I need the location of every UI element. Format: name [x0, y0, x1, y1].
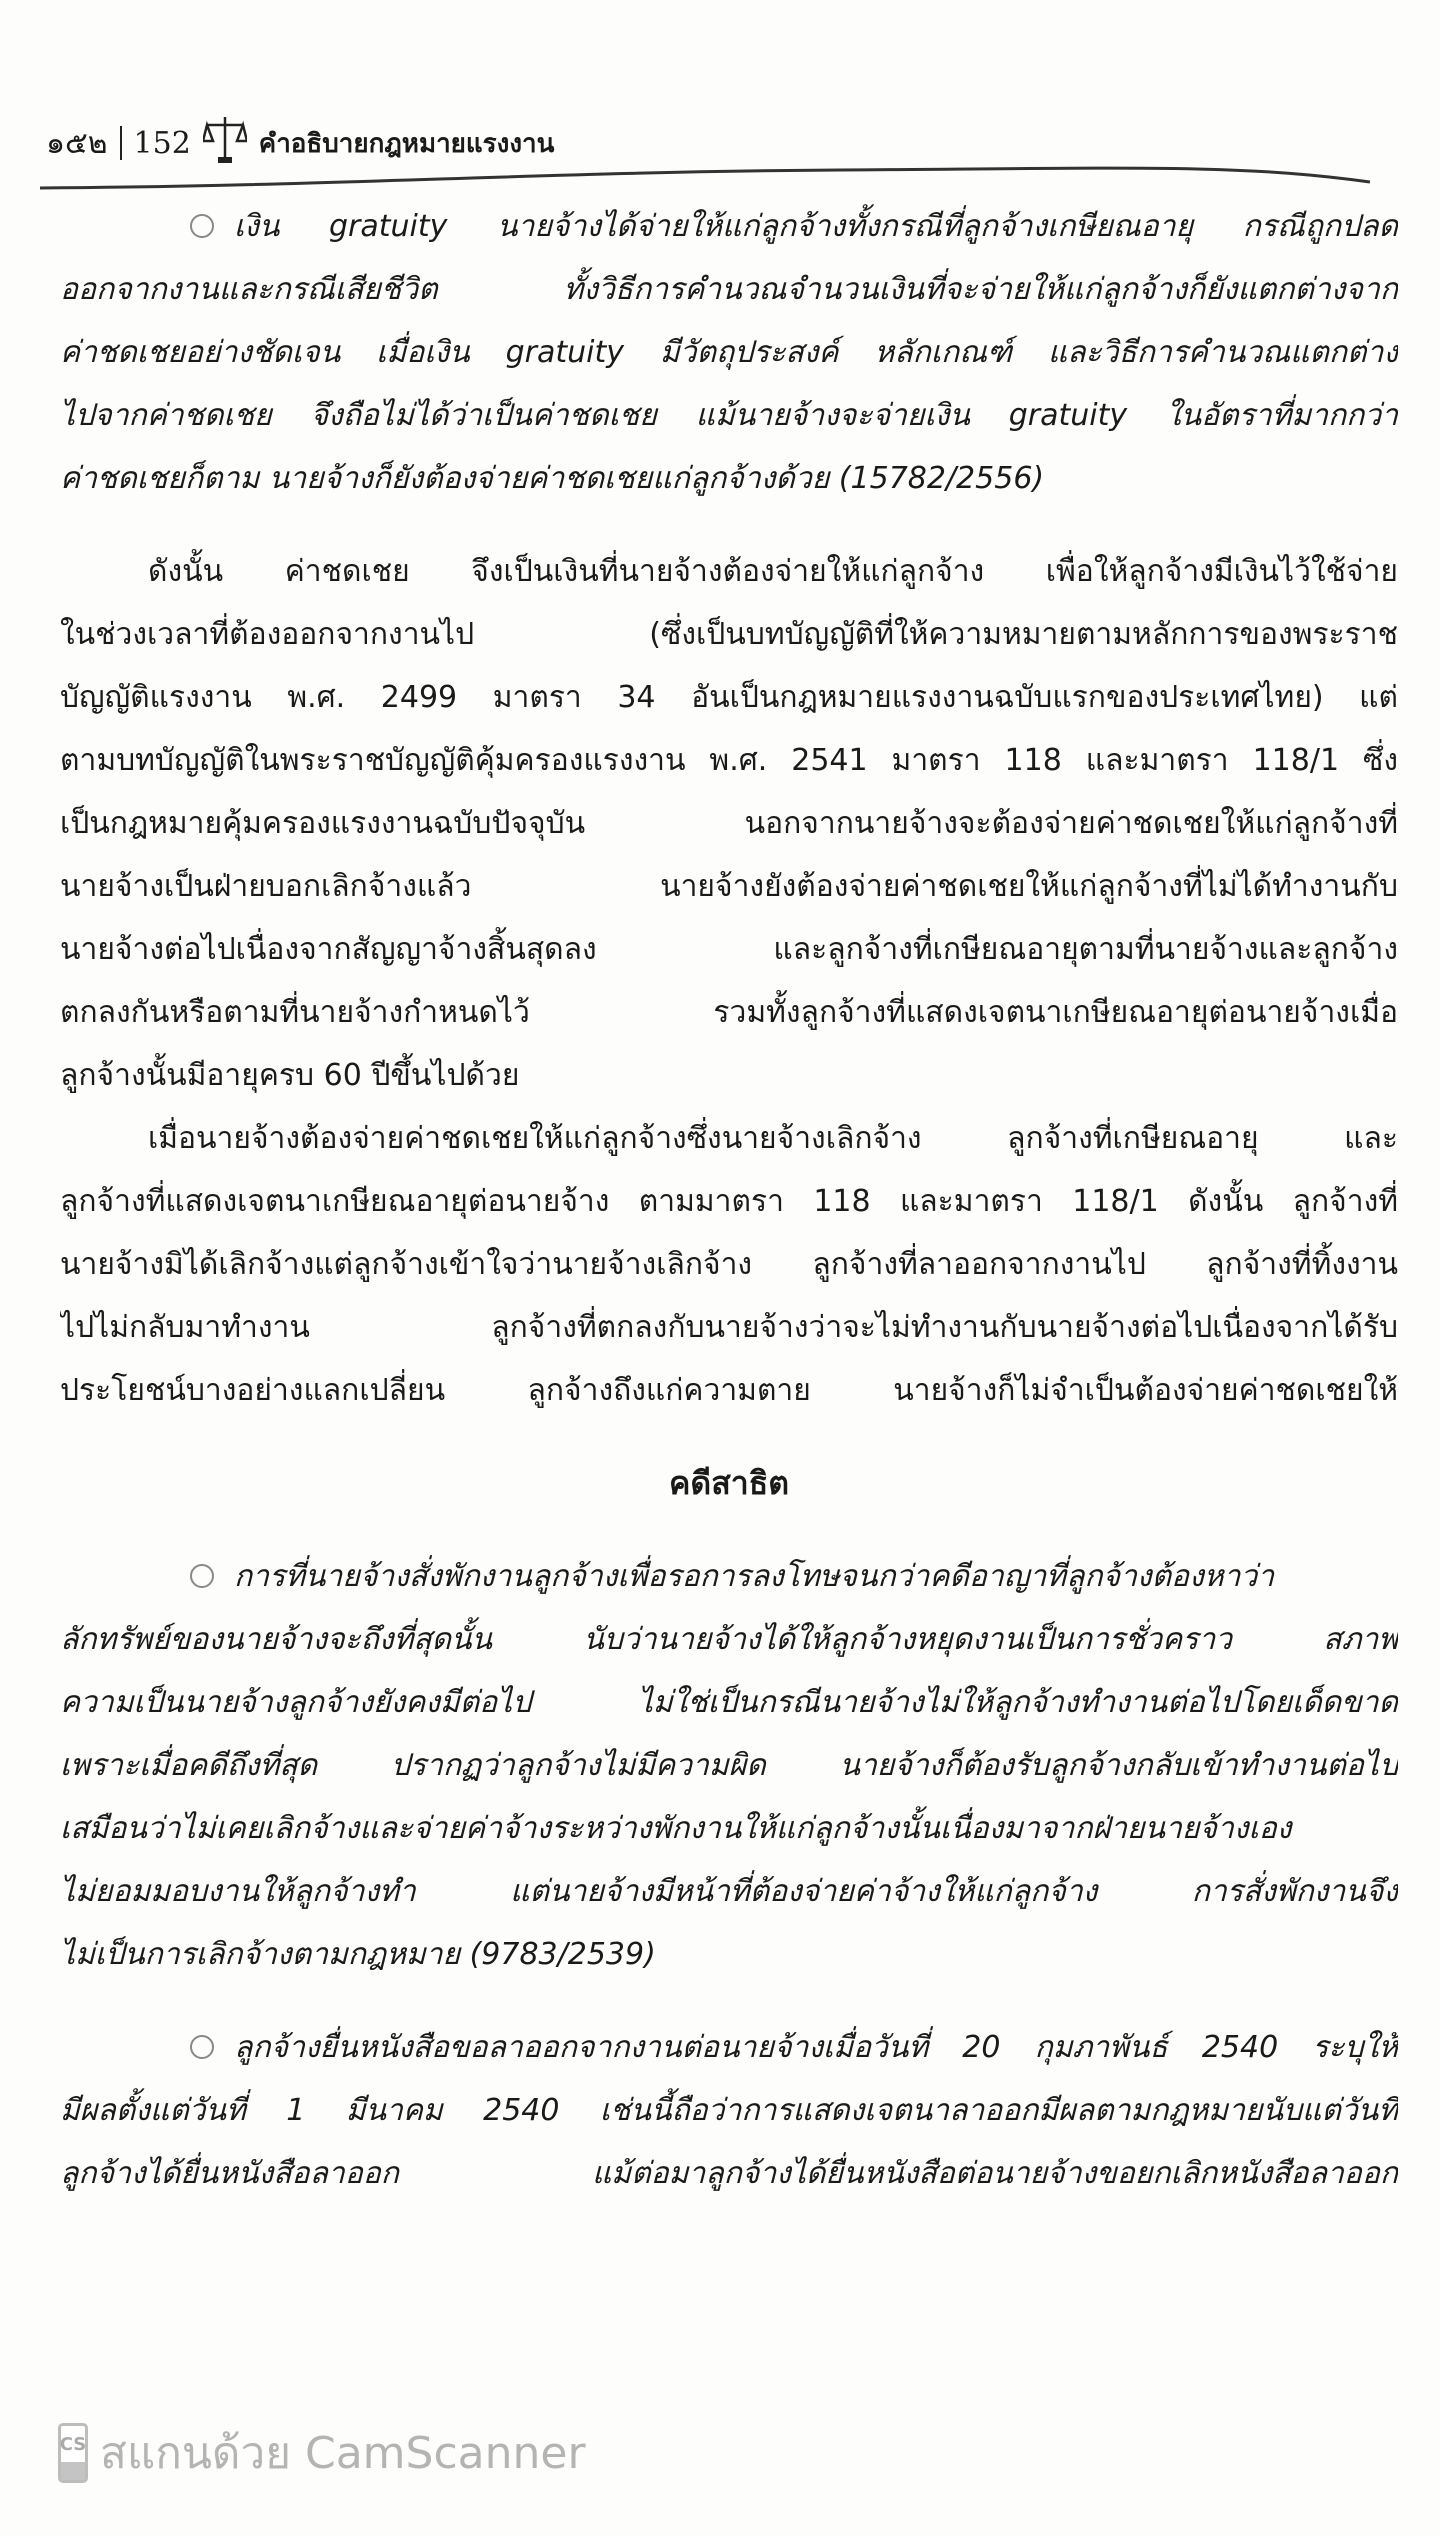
text-line: ค่าชดเชยอย่างชัดเจน เมื่อเงิน gratuity มีวัตถุประสงค์ หลักเกณฑ์ และวิธีการคำนวณแตกต่าง: [60, 335, 1398, 370]
text-line: เสมือนว่าไม่เคยเลิกจ้างและจ่ายค่าจ้างระหว่างพักงานให้แก่ลูกจ้างนั้นเนื่องมาจากฝ่ายนายจ้างเอง: [60, 1811, 1292, 1846]
case-summary-paragraph: [60, 195, 1398, 510]
camscanner-logo: CS: [58, 2423, 88, 2483]
text-line: ตามบทบัญญัติในพระราชบัญญัติคุ้มครองแรงงาน พ.ศ. 2541 มาตรา 118 และมาตรา 118/1 ซึ่ง: [60, 743, 1398, 778]
text-line: เพราะเมื่อคดีถึงที่สุด ปรากฏว่าลูกจ้างไม่มีความผิด นายจ้างก็ต้องรับลูกจ้างกลับเข้าทำงานต่อไป: [60, 1748, 1398, 1783]
text-line: ลักทรัพย์ของนายจ้างจะถึงที่สุดนั้น นับว่านายจ้างได้ให้ลูกจ้างหยุดงานเป็นการชั่วคราว สภาพ: [60, 1622, 1398, 1657]
text-line: เป็นกฎหมายคุ้มครองแรงงานฉบับปัจจุบัน นอกจากนายจ้างจะต้องจ่ายค่าชดเชยให้แก่ลูกจ้างที่: [60, 806, 1398, 841]
case-summary-paragraph: [60, 1545, 1398, 1986]
text-line: ไม่ยอมมอบงานให้ลูกจ้างทำ แต่นายจ้างมีหน้าที่ต้องจ่ายค่าจ้างให้แก่ลูกจ้าง การสั่งพักงานจึง: [60, 1874, 1398, 1909]
text-line: นายจ้างมิได้เลิกจ้างแต่ลูกจ้างเข้าใจว่านายจ้างเลิกจ้าง ลูกจ้างที่ลาออกจากงานไป ลูกจ้างที่ทิ้งงาน: [60, 1247, 1398, 1282]
text-line: เมื่อนายจ้างต้องจ่ายค่าชดเชยให้แก่ลูกจ้างซึ่งนายจ้างเลิกจ้าง ลูกจ้างที่เกษียณอายุ และ: [148, 1121, 1398, 1156]
text-line: บัญญัติแรงงาน พ.ศ. 2499 มาตรา 34 อันเป็นกฎหมายแรงงานฉบับแรกของประเทศไทย) แต่: [60, 680, 1398, 715]
body-paragraph: [60, 540, 1398, 1107]
camscanner-watermark: [58, 2418, 586, 2488]
circle-bullet-icon: [190, 1564, 214, 1588]
text-line: ไปจากค่าชดเชย จึงถือไม่ได้ว่าเป็นค่าชดเชย แม้นายจ้างจะจ่ายเงิน gratuity ในอัตราที่มากกว่า: [60, 398, 1398, 433]
page-number: 152: [133, 125, 191, 161]
section-heading: คดีสาธิต: [669, 1464, 789, 1502]
text-line: มีผลตั้งแต่วันที่ 1 มีนาคม 2540 เช่นนี้ถือว่าการแสดงเจตนาลาออกมีผลตามกฎหมายนับแต่วันที่: [60, 2093, 1398, 2128]
text-line: นายจ้างเป็นฝ่ายบอกเลิกจ้างแล้ว นายจ้างยังต้องจ่ายค่าชดเชยให้แก่ลูกจ้างที่ไม่ได้ทำงานกับ: [60, 869, 1398, 904]
circle-bullet-icon: [190, 2035, 214, 2059]
page-body: [60, 195, 1398, 2235]
header-rule: [40, 150, 1370, 190]
text-line: นายจ้างต่อไปเนื่องจากสัญญาจ้างสิ้นสุดลง และลูกจ้างที่เกษียณอายุตามที่นายจ้างและลูกจ้าง: [60, 932, 1398, 967]
text-line: [60, 1545, 1398, 1608]
body-paragraph: [60, 1107, 1398, 1422]
text-line: [60, 2016, 1398, 2079]
text-line: ดังนั้น ค่าชดเชย จึงเป็นเงินที่นายจ้างต้องจ่ายให้แก่ลูกจ้าง เพื่อให้ลูกจ้างมีเงินไว้ใช้จ่าย: [148, 554, 1398, 589]
text-line: ค่าชดเชยก็ตาม นายจ้างก็ยังต้องจ่ายค่าชดเชยแก่ลูกจ้างด้วย (15782/2556): [60, 461, 1045, 496]
text-line: [60, 195, 1398, 258]
text-line: ไปไม่กลับมาทำงาน ลูกจ้างที่ตกลงกับนายจ้างว่าจะไม่ทำงานกับนายจ้างต่อไปเนื่องจากได้รับ: [60, 1310, 1398, 1345]
text-line: ในช่วงเวลาที่ต้องออกจากงานไป (ซึ่งเป็นบทบัญญัติที่ให้ความหมายตามหลักการของพระราช: [60, 617, 1398, 652]
text-line: ออกจากงานและกรณีเสียชีวิต ทั้งวิธีการคำนวณจำนวนเงินที่จะจ่ายให้แก่ลูกจ้างก็ยังแตกต่างจาก: [60, 272, 1398, 307]
line-text: เงิน gratuity นายจ้างได้จ่ายให้แก่ลูกจ้างทั้งกรณีที่ลูกจ้างเกษียณอายุ กรณีถูกปลด: [234, 209, 1398, 244]
case-summary-paragraph: [60, 2016, 1398, 2205]
text-line: ตกลงกันหรือตามที่นายจ้างกำหนดไว้ รวมทั้งลูกจ้างที่แสดงเจตนาเกษียณอายุต่อนายจ้างเมื่อ: [60, 995, 1398, 1030]
page-number-thai: ๑๕๒: [46, 125, 108, 161]
line-text: ลูกจ้างยื่นหนังสือขอลาออกจากงานต่อนายจ้างเมื่อวันที่ 20 กุมภาพันธ์ 2540 ระบุให้: [234, 2030, 1398, 2065]
text-line: ลูกจ้างได้ยื่นหนังสือลาออก แม้ต่อมาลูกจ้างได้ยื่นหนังสือต่อนายจ้างขอยกเลิกหนังสือลาออก: [60, 2156, 1398, 2191]
watermark-text: สแกนด้วย CamScanner: [100, 2428, 586, 2479]
line-text: การที่นายจ้างสั่งพักงานลูกจ้างเพื่อรอการลงโทษจนกว่าคดีอาญาที่ลูกจ้างต้องหาว่า: [234, 1559, 1275, 1594]
book-title: คำอธิบายกฎหมายแรงงาน: [258, 128, 555, 159]
text-line: ประโยชน์บางอย่างแลกเปลี่ยน ลูกจ้างถึงแก่ความตาย นายจ้างก็ไม่จำเป็นต้องจ่ายค่าชดเชยให้: [60, 1373, 1398, 1408]
text-line: ความเป็นนายจ้างลูกจ้างยังคงมีต่อไป ไม่ใช่เป็นกรณีนายจ้างไม่ให้ลูกจ้างทำงานต่อไปโดยเด็ดขาด: [60, 1685, 1398, 1720]
text-line: ลูกจ้างนั้นมีอายุครบ 60 ปีขึ้นไปด้วย: [60, 1058, 520, 1093]
text-line: ไม่เป็นการเลิกจ้างตามกฎหมาย (9783/2539): [60, 1937, 656, 1972]
text-line: ลูกจ้างที่แสดงเจตนาเกษียณอายุต่อนายจ้าง ตามมาตรา 118 และมาตรา 118/1 ดังนั้น ลูกจ้างที่: [60, 1184, 1398, 1219]
circle-bullet-icon: [190, 214, 214, 238]
